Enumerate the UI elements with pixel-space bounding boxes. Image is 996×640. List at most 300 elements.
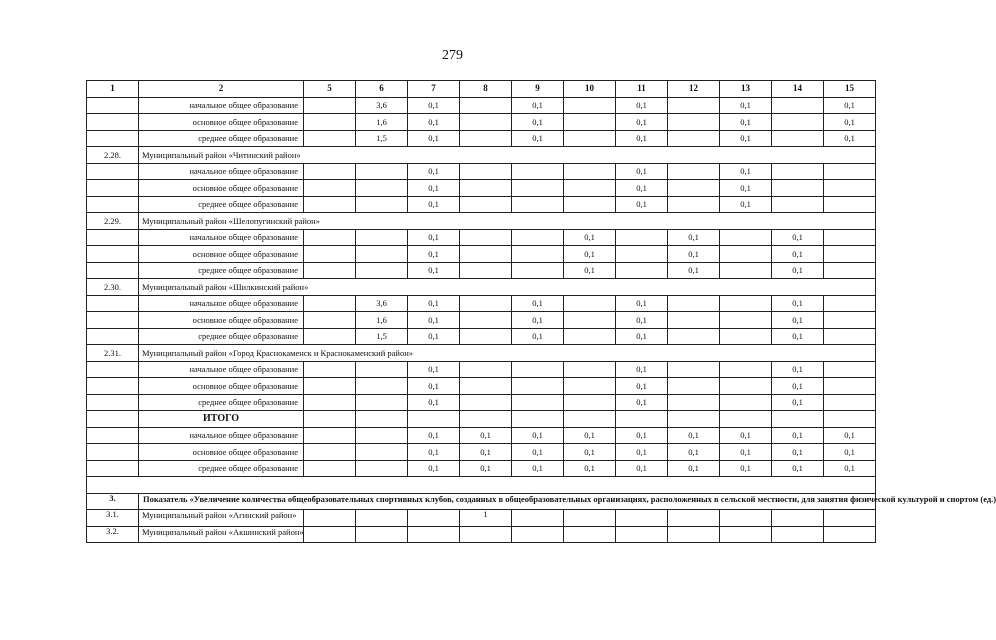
header-row (87, 81, 876, 98)
value-cell (304, 246, 356, 263)
value-cell (304, 361, 356, 378)
value-cell: 0,1 (512, 312, 564, 329)
total-row (87, 411, 876, 428)
row-label: основное общее образование (139, 114, 304, 131)
value-cell: 0,1 (616, 444, 668, 461)
value-cell: 0,1 (616, 196, 668, 213)
value-cell: 0,1 (408, 361, 460, 378)
value-cell: 0,1 (772, 460, 824, 477)
value-cell: 0,1 (512, 114, 564, 131)
value-cell (304, 427, 356, 444)
value-cell (564, 526, 616, 543)
value-cell (564, 361, 616, 378)
value-cell (564, 114, 616, 131)
value-cell: 3,6 (356, 97, 408, 114)
value-cell (460, 361, 512, 378)
value-cell (356, 460, 408, 477)
row-number (87, 246, 139, 263)
table-row (87, 295, 876, 312)
row-number (87, 163, 139, 180)
row-number: 3.2. (87, 526, 139, 543)
value-cell: 0,1 (616, 180, 668, 197)
value-cell (720, 394, 772, 411)
row-label: начальное общее образование (139, 163, 304, 180)
value-cell (356, 378, 408, 395)
value-cell (668, 196, 720, 213)
value-cell: 0,1 (616, 130, 668, 147)
value-cell (668, 163, 720, 180)
table-row (87, 361, 876, 378)
value-cell: 1,5 (356, 130, 408, 147)
value-cell (824, 262, 876, 279)
value-cell: 0,1 (720, 114, 772, 131)
value-cell (824, 526, 876, 543)
value-cell (304, 229, 356, 246)
value-cell (824, 328, 876, 345)
value-cell (460, 312, 512, 329)
value-cell (304, 460, 356, 477)
value-cell (824, 361, 876, 378)
row-label: начальное общее образование (139, 97, 304, 114)
value-cell: 0,1 (564, 246, 616, 263)
value-cell (772, 97, 824, 114)
row-number (87, 130, 139, 147)
value-cell (512, 229, 564, 246)
table-row (87, 196, 876, 213)
value-cell (460, 163, 512, 180)
value-cell (668, 295, 720, 312)
row-number (87, 114, 139, 131)
value-cell (824, 196, 876, 213)
value-cell (772, 411, 824, 428)
value-cell (304, 180, 356, 197)
value-cell: 0,1 (512, 97, 564, 114)
value-cell (564, 394, 616, 411)
value-cell (408, 411, 460, 428)
value-cell (772, 114, 824, 131)
row-number: 2.28. (87, 147, 139, 164)
value-cell (460, 196, 512, 213)
table-row (87, 180, 876, 197)
value-cell: 0,1 (824, 460, 876, 477)
value-cell: 0,1 (512, 328, 564, 345)
value-cell (356, 246, 408, 263)
value-cell: 0,1 (408, 163, 460, 180)
value-cell: 0,1 (772, 295, 824, 312)
district-row (87, 345, 876, 362)
value-cell (512, 394, 564, 411)
value-cell: 0,1 (668, 444, 720, 461)
table-row (87, 378, 876, 395)
row-label: основное общее образование (139, 246, 304, 263)
column-header: 6 (356, 81, 408, 98)
page-number: 279 (442, 48, 463, 63)
value-cell: 0,1 (408, 427, 460, 444)
district-title: Муниципальный район «Город Краснокаменск и Краснокаменский район» (139, 345, 876, 362)
value-cell (512, 196, 564, 213)
row-label: начальное общее образование (139, 229, 304, 246)
value-cell (564, 196, 616, 213)
indicator-row (87, 493, 876, 510)
row-number (87, 229, 139, 246)
district-title: Муниципальный район «Шилкинский район» (139, 279, 876, 296)
value-cell (512, 246, 564, 263)
value-cell (824, 378, 876, 395)
district-title: Муниципальный район «Читинский район» (139, 147, 876, 164)
value-cell (824, 411, 876, 428)
column-header: 12 (668, 81, 720, 98)
row-label: Муниципальный район «Агинский район» (139, 510, 304, 527)
value-cell (460, 114, 512, 131)
value-cell (356, 361, 408, 378)
value-cell: 0,1 (824, 114, 876, 131)
value-cell (824, 295, 876, 312)
value-cell (356, 163, 408, 180)
value-cell (772, 180, 824, 197)
value-cell: 0,1 (512, 427, 564, 444)
value-cell (304, 163, 356, 180)
value-cell: 0,1 (616, 378, 668, 395)
value-cell: 0,1 (564, 229, 616, 246)
value-cell (668, 312, 720, 329)
value-cell (356, 510, 408, 527)
value-cell (304, 394, 356, 411)
row-label: среднее общее образование (139, 196, 304, 213)
value-cell: 3,6 (356, 295, 408, 312)
row-number (87, 460, 139, 477)
column-header: 11 (616, 81, 668, 98)
row-label: среднее общее образование (139, 328, 304, 345)
table-row (87, 427, 876, 444)
value-cell: 0,1 (408, 114, 460, 131)
row-number (87, 328, 139, 345)
value-cell (460, 246, 512, 263)
row-label: основное общее образование (139, 378, 304, 395)
value-cell: 0,1 (408, 229, 460, 246)
table-row (87, 114, 876, 131)
value-cell (668, 411, 720, 428)
table-row (87, 130, 876, 147)
row-label: основное общее образование (139, 444, 304, 461)
value-cell (512, 510, 564, 527)
table-row (87, 97, 876, 114)
column-header: 2 (139, 81, 304, 98)
row-label: основное общее образование (139, 180, 304, 197)
value-cell (668, 97, 720, 114)
value-cell (304, 295, 356, 312)
column-header: 15 (824, 81, 876, 98)
row-number (87, 295, 139, 312)
value-cell (460, 97, 512, 114)
table-row (87, 163, 876, 180)
value-cell: 0,1 (408, 394, 460, 411)
row-number (87, 97, 139, 114)
column-header: 1 (87, 81, 139, 98)
value-cell (616, 262, 668, 279)
value-cell (460, 229, 512, 246)
column-header: 7 (408, 81, 460, 98)
value-cell (564, 295, 616, 312)
value-cell (304, 328, 356, 345)
value-cell: 1,6 (356, 312, 408, 329)
value-cell (564, 180, 616, 197)
value-cell (564, 130, 616, 147)
value-cell: 0,1 (668, 229, 720, 246)
value-cell: 0,1 (616, 427, 668, 444)
value-cell (720, 411, 772, 428)
district-row (87, 147, 876, 164)
value-cell: 0,1 (408, 97, 460, 114)
value-cell: 0,1 (616, 295, 668, 312)
district-row (87, 213, 876, 230)
row-number (87, 361, 139, 378)
value-cell (304, 526, 356, 543)
value-cell: 0,1 (668, 246, 720, 263)
table-row (87, 312, 876, 329)
table-row (87, 394, 876, 411)
value-cell (720, 328, 772, 345)
value-cell (460, 526, 512, 543)
value-cell: 0,1 (720, 427, 772, 444)
row-label: среднее общее образование (139, 130, 304, 147)
value-cell (564, 312, 616, 329)
value-cell: 0,1 (772, 378, 824, 395)
value-cell (772, 510, 824, 527)
value-cell (512, 378, 564, 395)
value-cell (668, 130, 720, 147)
value-cell: 0,1 (824, 444, 876, 461)
value-cell (356, 411, 408, 428)
value-cell (460, 262, 512, 279)
value-cell (616, 411, 668, 428)
value-cell (720, 312, 772, 329)
column-header: 13 (720, 81, 772, 98)
value-cell (512, 262, 564, 279)
value-cell: 0,1 (668, 460, 720, 477)
value-cell: 0,1 (408, 180, 460, 197)
value-cell (772, 130, 824, 147)
value-cell: 0,1 (512, 295, 564, 312)
value-cell: 0,1 (408, 295, 460, 312)
value-cell (304, 114, 356, 131)
table-row (87, 460, 876, 477)
value-cell (512, 163, 564, 180)
table-row (87, 526, 876, 543)
table-row (87, 246, 876, 263)
value-cell: 0,1 (408, 328, 460, 345)
value-cell (772, 163, 824, 180)
value-cell: 0,1 (460, 444, 512, 461)
value-cell (720, 262, 772, 279)
value-cell (564, 411, 616, 428)
column-header: 5 (304, 81, 356, 98)
value-cell: 0,1 (772, 312, 824, 329)
value-cell: 0,1 (720, 196, 772, 213)
value-cell (304, 378, 356, 395)
value-cell (824, 163, 876, 180)
value-cell: 0,1 (616, 312, 668, 329)
value-cell (356, 526, 408, 543)
value-cell: 0,1 (408, 312, 460, 329)
row-label: среднее общее образование (139, 394, 304, 411)
value-cell (304, 312, 356, 329)
value-cell (564, 378, 616, 395)
row-number (87, 427, 139, 444)
value-cell (512, 526, 564, 543)
value-cell: 0,1 (772, 246, 824, 263)
value-cell: 0,1 (408, 246, 460, 263)
value-cell (460, 378, 512, 395)
value-cell: 0,1 (720, 444, 772, 461)
value-cell: 0,1 (720, 97, 772, 114)
value-cell: 0,1 (772, 229, 824, 246)
value-cell (564, 510, 616, 527)
value-cell (564, 328, 616, 345)
row-number: 3.1. (87, 510, 139, 527)
row-label: среднее общее образование (139, 460, 304, 477)
value-cell (564, 97, 616, 114)
value-cell (460, 295, 512, 312)
value-cell: 0,1 (616, 460, 668, 477)
value-cell (304, 130, 356, 147)
row-number (87, 262, 139, 279)
value-cell (564, 163, 616, 180)
value-cell (408, 526, 460, 543)
value-cell (668, 378, 720, 395)
value-cell (824, 246, 876, 263)
value-cell: 0,1 (512, 130, 564, 147)
table-row (87, 444, 876, 461)
value-cell: 0,1 (408, 444, 460, 461)
value-cell: 0,1 (460, 460, 512, 477)
row-number (87, 394, 139, 411)
value-cell: 0,1 (824, 427, 876, 444)
value-cell: 0,1 (720, 180, 772, 197)
row-number: 2.30. (87, 279, 139, 296)
value-cell (616, 510, 668, 527)
column-header: 14 (772, 81, 824, 98)
value-cell: 0,1 (824, 97, 876, 114)
value-cell: 0,1 (772, 262, 824, 279)
value-cell: 1,6 (356, 114, 408, 131)
value-cell (616, 526, 668, 543)
value-cell (356, 394, 408, 411)
value-cell (356, 229, 408, 246)
value-cell: 0,1 (460, 427, 512, 444)
value-cell (772, 526, 824, 543)
value-cell: 0,1 (616, 394, 668, 411)
value-cell: 0,1 (616, 97, 668, 114)
table-row (87, 510, 876, 527)
value-cell (356, 196, 408, 213)
value-cell (616, 229, 668, 246)
value-cell: 0,1 (408, 378, 460, 395)
value-cell: 0,1 (408, 130, 460, 147)
value-cell: 0,1 (408, 262, 460, 279)
value-cell: 0,1 (564, 427, 616, 444)
value-cell (668, 180, 720, 197)
value-cell (720, 295, 772, 312)
row-number: 2.29. (87, 213, 139, 230)
value-cell: 0,1 (772, 328, 824, 345)
table-row (87, 229, 876, 246)
row-number (87, 411, 139, 428)
value-cell (668, 361, 720, 378)
value-cell (616, 246, 668, 263)
value-cell (824, 312, 876, 329)
district-row (87, 279, 876, 296)
value-cell (460, 411, 512, 428)
district-title: Муниципальный район «Шелопугинский район» (139, 213, 876, 230)
value-cell: 0,1 (512, 444, 564, 461)
column-header: 9 (512, 81, 564, 98)
row-label: начальное общее образование (139, 361, 304, 378)
row-number (87, 444, 139, 461)
table-row (87, 328, 876, 345)
value-cell (304, 262, 356, 279)
value-cell: 0,1 (564, 460, 616, 477)
value-cell (460, 328, 512, 345)
value-cell (824, 229, 876, 246)
value-cell (720, 378, 772, 395)
value-cell (824, 180, 876, 197)
value-cell (460, 394, 512, 411)
value-cell: 1 (460, 510, 512, 527)
spacer-row (87, 477, 876, 494)
row-label: начальное общее образование (139, 295, 304, 312)
row-number: 3. (87, 493, 139, 510)
value-cell: 0,1 (564, 262, 616, 279)
value-cell (824, 510, 876, 527)
row-number: 2.31. (87, 345, 139, 362)
value-cell: 0,1 (668, 427, 720, 444)
row-label: Муниципальный район «Акшинский район» (139, 526, 304, 543)
value-cell: 0,1 (616, 163, 668, 180)
value-cell: 0,1 (668, 262, 720, 279)
value-cell (356, 262, 408, 279)
value-cell (668, 114, 720, 131)
row-number (87, 180, 139, 197)
value-cell (720, 361, 772, 378)
indicator-title: Показатель «Увеличение количества общеобразовательных спортивных клубов, созданных в общеобразовательных организациях, расположенных в сельской местности, для занятия физической культурой и спортом (ед.) (139, 493, 876, 510)
value-cell (408, 510, 460, 527)
row-label: начальное общее образование (139, 427, 304, 444)
spacer-cell (87, 477, 876, 494)
value-cell (304, 444, 356, 461)
value-cell: 0,1 (720, 130, 772, 147)
value-cell (512, 361, 564, 378)
value-cell: 0,1 (408, 460, 460, 477)
value-cell (512, 180, 564, 197)
value-cell (304, 411, 356, 428)
value-cell (460, 180, 512, 197)
value-cell: 0,1 (720, 460, 772, 477)
value-cell: 0,1 (616, 328, 668, 345)
row-label: основное общее образование (139, 312, 304, 329)
value-cell: 0,1 (772, 394, 824, 411)
value-cell (824, 394, 876, 411)
row-number (87, 312, 139, 329)
value-cell: 0,1 (408, 196, 460, 213)
value-cell: 0,1 (824, 130, 876, 147)
value-cell (668, 510, 720, 527)
total-title: ИТОГО (139, 411, 304, 428)
value-cell: 0,1 (616, 114, 668, 131)
value-cell (720, 510, 772, 527)
column-header: 10 (564, 81, 616, 98)
column-header: 8 (460, 81, 512, 98)
value-cell: 0,1 (772, 427, 824, 444)
